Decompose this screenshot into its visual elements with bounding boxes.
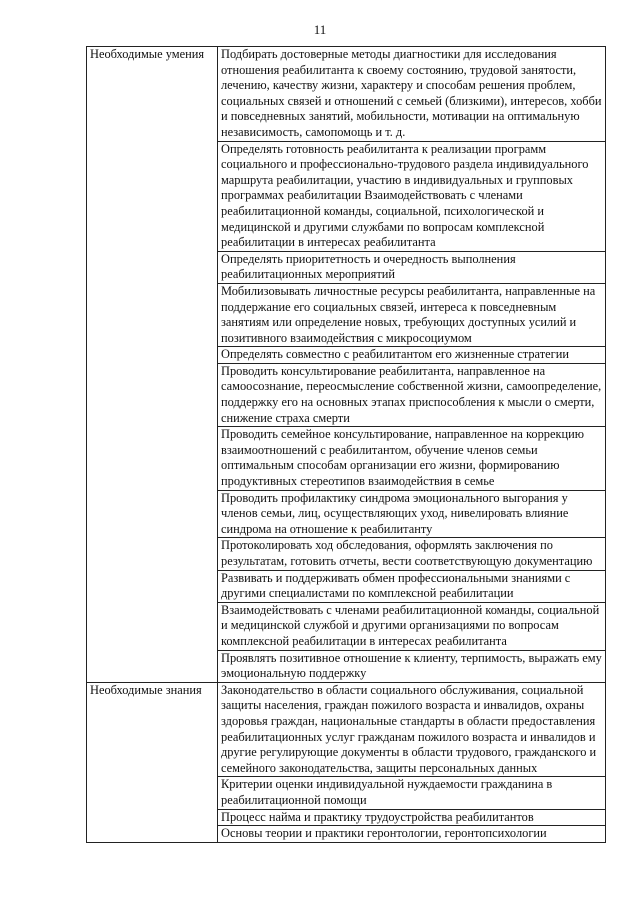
table-cell: Процесс найма и практику трудоустройства реабилитантов bbox=[218, 809, 606, 826]
page-number: 11 bbox=[313, 22, 327, 37]
table-cell: Основы теории и практики геронтологии, геронтопсихологии bbox=[218, 826, 606, 843]
section-label-knowledge: Необходимые знания bbox=[87, 682, 218, 842]
table-row bbox=[87, 47, 606, 142]
table-row bbox=[87, 682, 606, 777]
table-cell: Проводить консультирование реабилитанта, направленное на самоосознание, переосмысление собственной жизни, самоопределение, поддержку его на основных этапах приспособления к мысли о смерти, снижение страха смерти bbox=[218, 363, 606, 426]
table-cell: Проводить профилактику синдрома эмоционального выгорания у членов семьи, лиц, осуществляющих уход, нивелировать влияние синдрома на отношение к реабилитанту bbox=[218, 490, 606, 538]
table-cell: Развивать и поддерживать обмен профессиональными знаниями с другими специалистами по комплексной реабилитации bbox=[218, 570, 606, 602]
table-cell: Определять приоритетность и очередность выполнения реабилитационных мероприятий bbox=[218, 251, 606, 283]
table-cell: Проявлять позитивное отношение к клиенту, терпимость, выражать ему эмоциональную поддержку bbox=[218, 650, 606, 682]
table-cell: Определять совместно с реабилитантом его жизненные стратегии bbox=[218, 347, 606, 364]
table-cell: Законодательство в области социального обслуживания, социальной защиты населения, граждан пожилого возраста и инвалидов, охраны здоровья граждан, национальные стандарты в области предоставления реабилитационных услуг гражданам пожилого возраста и инвалидов и другие регулирующие документы в области трудового, гражданского и семейного законодательства, защиты персональных данных bbox=[218, 682, 606, 777]
competency-table bbox=[86, 46, 606, 843]
table-cell: Протоколировать ход обследования, оформлять заключения по результатам, готовить отчеты, вести соответствующую документацию bbox=[218, 538, 606, 570]
table-cell: Подбирать достоверные методы диагностики для исследования отношения реабилитанта к своему состоянию, трудовой занятости, лечению, качеству жизни, характеру и способам решения проблем, социальных связей и отношений с семьей (близкими), интересов, хобби и повседневных занятий, мобильности, мотивации на оптимальную независимость, самопомощь и т. д. bbox=[218, 47, 606, 142]
table-cell: Определять готовность реабилитанта к реализации программ социального и профессионально-трудового раздела индивидуального маршрута реабилитации, участию в индивидуальных и групповых программах реабилитации Взаимодействовать с членами реабилитационной команды, социальной, психологической и медицинской и другими службами по вопросам комплексной реабилитации в интересах реабилитанта bbox=[218, 141, 606, 251]
table-cell: Мобилизовывать личностные ресурсы реабилитанта, направленные на поддержание его социальных связей, интереса к повседневным занятиям или определение новых, требующих доступных усилий и позитивного взаимодействия с микросоциумом bbox=[218, 283, 606, 346]
table-cell: Взаимодействовать с членами реабилитационной команды, социальной и медицинской службой и другими организациями по вопросам комплексной реабилитации в интересах реабилитанта bbox=[218, 602, 606, 650]
table-cell: Критерии оценки индивидуальной нуждаемости гражданина в реабилитационной помощи bbox=[218, 777, 606, 809]
section-label-skills: Необходимые умения bbox=[87, 47, 218, 683]
table-cell: Проводить семейное консультирование, направленное на коррекцию взаимоотношений с реабилитантом, обучение членов семьи оптимальным способам организации его жизни, формированию продуктивных стереотипов взаимодействия в семье bbox=[218, 427, 606, 490]
